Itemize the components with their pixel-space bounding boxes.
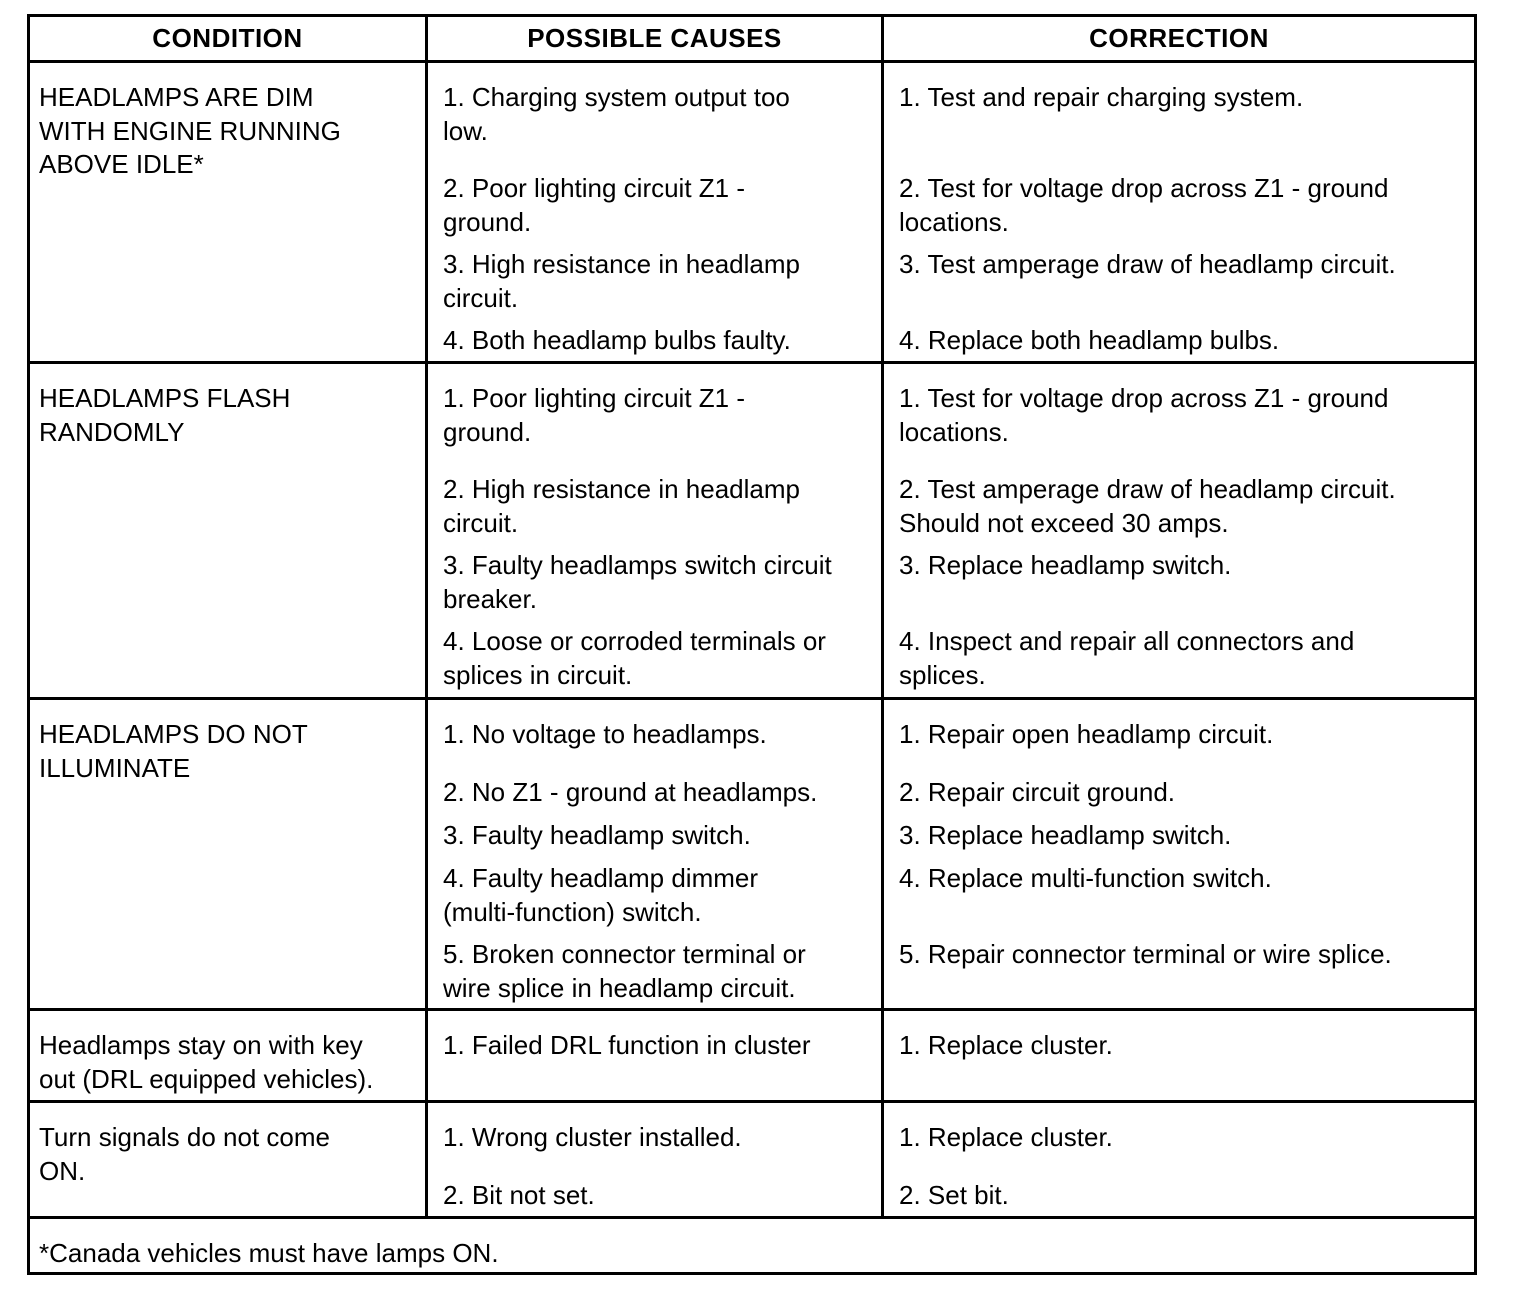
footnote: *Canada vehicles must have lamps ON.	[39, 1238, 499, 1268]
cause-item: 1. No voltage to headlamps.	[443, 719, 767, 749]
table-row	[30, 1103, 1474, 1219]
cause-item: 1. Charging system output too low.	[443, 82, 790, 146]
condition-cell	[30, 1103, 428, 1216]
footnote-row	[30, 1219, 1474, 1272]
condition-text: Turn signals do not come ON.	[39, 1122, 330, 1186]
correction-cell	[884, 700, 1474, 1008]
cause-item: 4. Faulty headlamp dimmer (multi-function) switch.	[443, 863, 759, 927]
cause-item: 2. Bit not set.	[443, 1180, 595, 1210]
condition-cell	[30, 1011, 428, 1100]
header-condition: CONDITION	[152, 23, 303, 53]
correction-item: 5. Repair connector terminal or wire splice.	[899, 939, 1392, 969]
cause-item: 3. High resistance in headlamp circuit.	[443, 249, 800, 313]
cause-item: 5. Broken connector terminal or wire splice in headlamp circuit.	[443, 939, 806, 1003]
header-correction: CORRECTION	[1089, 23, 1269, 53]
cause-item: 2. High resistance in headlamp circuit.	[443, 474, 800, 538]
causes-cell	[428, 63, 884, 361]
causes-cell	[428, 1011, 884, 1100]
condition-cell	[30, 364, 428, 697]
correction-item: 3. Test amperage draw of headlamp circuit.	[899, 249, 1396, 279]
causes-cell	[428, 1103, 884, 1216]
correction-item: 1. Repair open headlamp circuit.	[899, 719, 1274, 749]
correction-cell	[884, 364, 1474, 697]
correction-cell	[884, 1011, 1474, 1100]
cause-item: 1. Wrong cluster installed.	[443, 1122, 742, 1152]
correction-cell	[884, 63, 1474, 361]
causes-cell	[428, 364, 884, 697]
correction-item: 4. Replace both headlamp bulbs.	[899, 325, 1280, 355]
correction-cell	[884, 1103, 1474, 1216]
correction-item: 2. Test amperage draw of headlamp circuit. Should not exceed 30 amps.	[899, 474, 1396, 538]
table-row	[30, 1011, 1474, 1103]
cause-item: 2. Poor lighting circuit Z1 - ground.	[443, 173, 746, 237]
header-condition-cell	[30, 17, 428, 60]
header-correction-cell	[884, 17, 1474, 60]
cause-item: 3. Faulty headlamp switch.	[443, 820, 751, 850]
correction-item: 1. Replace cluster.	[899, 1030, 1113, 1060]
cause-item: 2. No Z1 - ground at headlamps.	[443, 777, 818, 807]
header-causes: POSSIBLE CAUSES	[527, 23, 782, 53]
header-causes-cell	[428, 17, 884, 60]
cause-item: 4. Loose or corroded terminals or splices in circuit.	[443, 626, 826, 690]
condition-cell	[30, 63, 428, 361]
correction-item: 2. Test for voltage drop across Z1 - ground locations.	[899, 173, 1389, 237]
correction-item: 4. Replace multi-function switch.	[899, 863, 1272, 893]
cause-item: 4. Both headlamp bulbs faulty.	[443, 325, 791, 355]
table-row	[30, 364, 1474, 700]
correction-item: 2. Set bit.	[899, 1180, 1009, 1210]
correction-item: 2. Repair circuit ground.	[899, 777, 1176, 807]
table-row	[30, 700, 1474, 1011]
condition-text: HEADLAMPS ARE DIM WITH ENGINE RUNNING ABOVE IDLE*	[39, 82, 341, 179]
cause-item: 1. Failed DRL function in cluster	[443, 1030, 811, 1060]
condition-text: HEADLAMPS FLASH RANDOMLY	[39, 383, 291, 447]
correction-item: 1. Replace cluster.	[899, 1122, 1113, 1152]
causes-cell	[428, 700, 884, 1008]
correction-item: 1. Test for voltage drop across Z1 - ground locations.	[899, 383, 1389, 447]
diagnosis-table	[27, 14, 1477, 1275]
condition-text: Headlamps stay on with key out (DRL equipped vehicles).	[39, 1030, 374, 1094]
table-row	[30, 63, 1474, 364]
condition-cell	[30, 700, 428, 1008]
condition-text: HEADLAMPS DO NOT ILLUMINATE	[39, 719, 308, 783]
header-row	[30, 17, 1474, 63]
correction-item: 4. Inspect and repair all connectors and splices.	[899, 626, 1355, 690]
correction-item: 1. Test and repair charging system.	[899, 82, 1304, 112]
correction-item: 3. Replace headlamp switch.	[899, 550, 1232, 580]
cause-item: 1. Poor lighting circuit Z1 - ground.	[443, 383, 746, 447]
cause-item: 3. Faulty headlamps switch circuit breaker.	[443, 550, 832, 614]
correction-item: 3. Replace headlamp switch.	[899, 820, 1232, 850]
